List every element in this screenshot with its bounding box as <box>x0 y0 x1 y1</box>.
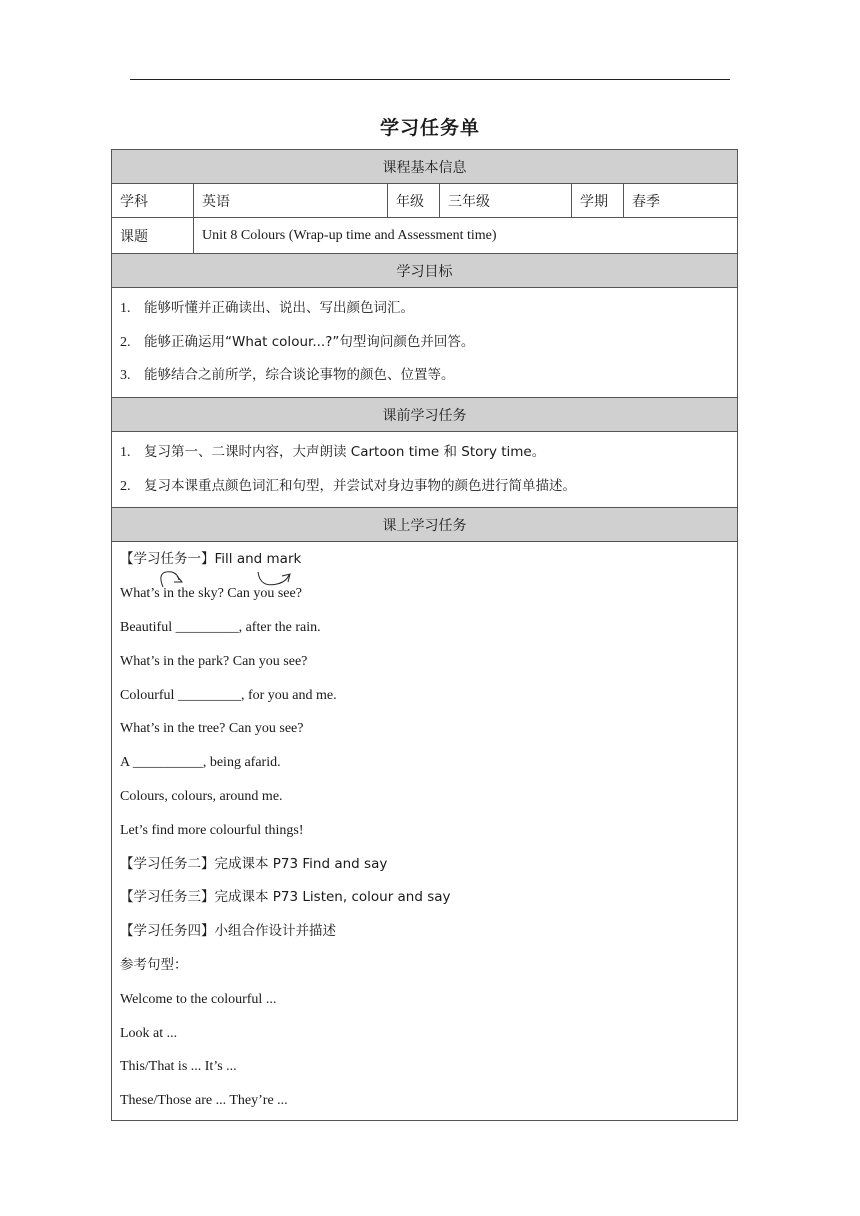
task-line: 【学习任务三】完成课本 P73 Listen, colour and say <box>120 889 451 906</box>
objective-item: 2. 能够正确运用“What colour...?”句型询问颜色并回答。 <box>120 333 475 350</box>
task-line: 【学习任务四】小组合作设计并描述 <box>120 923 336 940</box>
section-in-class: 课上学习任务 <box>112 508 738 542</box>
pre-task-item: 1. 复习第一、二课时内容，大声朗读 Cartoon time 和 Story time。 <box>120 444 546 461</box>
task-line: What’s in the tree? Can you see? <box>120 721 304 737</box>
subject-value: 英语 <box>194 184 388 218</box>
task-line: Welcome to the colourful ... <box>120 991 277 1007</box>
task-line: Beautiful _________, after the rain. <box>120 620 321 636</box>
objective-item: 3. 能够结合之前所学，综合谈论事物的颜色、位置等。 <box>120 367 455 384</box>
worksheet-table <box>111 149 738 1121</box>
task-line: This/That is ... It’s ... <box>120 1059 237 1075</box>
section-pre-class: 课前学习任务 <box>112 398 738 432</box>
objective-item: 1. 能够听懂并正确读出、说出、写出颜色词汇。 <box>120 300 414 316</box>
section-basic-info: 课程基本信息 <box>112 150 738 184</box>
pre-class-list <box>112 432 738 508</box>
task-line: Colours, colours, around me. <box>120 789 283 805</box>
topic-value: Unit 8 Colours (Wrap-up time and Assessment time) <box>194 218 738 254</box>
task-line: What’s in the sky? Can you see? <box>120 586 302 602</box>
grade-value: 三年级 <box>440 184 572 218</box>
objectives-list <box>112 288 738 398</box>
pre-task-item: 2. 复习本课重点颜色词汇和句型，并尝试对身边事物的颜色进行简单描述。 <box>120 477 576 494</box>
task-line: A __________, being afarid. <box>120 755 281 771</box>
task-line: Colourful _________, for you and me. <box>120 687 337 703</box>
topic-label: 课题 <box>112 218 194 254</box>
task-line: Look at ... <box>120 1025 178 1041</box>
term-value: 春季 <box>624 184 738 218</box>
task-line: 【学习任务一】Fill and mark <box>120 551 302 568</box>
page-title: 学习任务单 <box>379 117 480 139</box>
section-objectives: 学习目标 <box>112 254 738 288</box>
task-line: 【学习任务二】完成课本 P73 Find and say <box>120 855 388 872</box>
task-line: 参考句型： <box>120 957 188 973</box>
task-line: These/Those are ... They’re ... <box>120 1093 288 1109</box>
in-class-list <box>112 542 738 1121</box>
header-rule <box>130 79 730 80</box>
term-label: 学期 <box>572 184 624 218</box>
task-line: Let’s find more colourful things! <box>120 822 304 838</box>
grade-label: 年级 <box>388 184 440 218</box>
intonation-arrows-icon <box>112 542 412 602</box>
subject-label: 学科 <box>112 184 194 218</box>
task-line: What’s in the park? Can you see? <box>120 653 308 669</box>
